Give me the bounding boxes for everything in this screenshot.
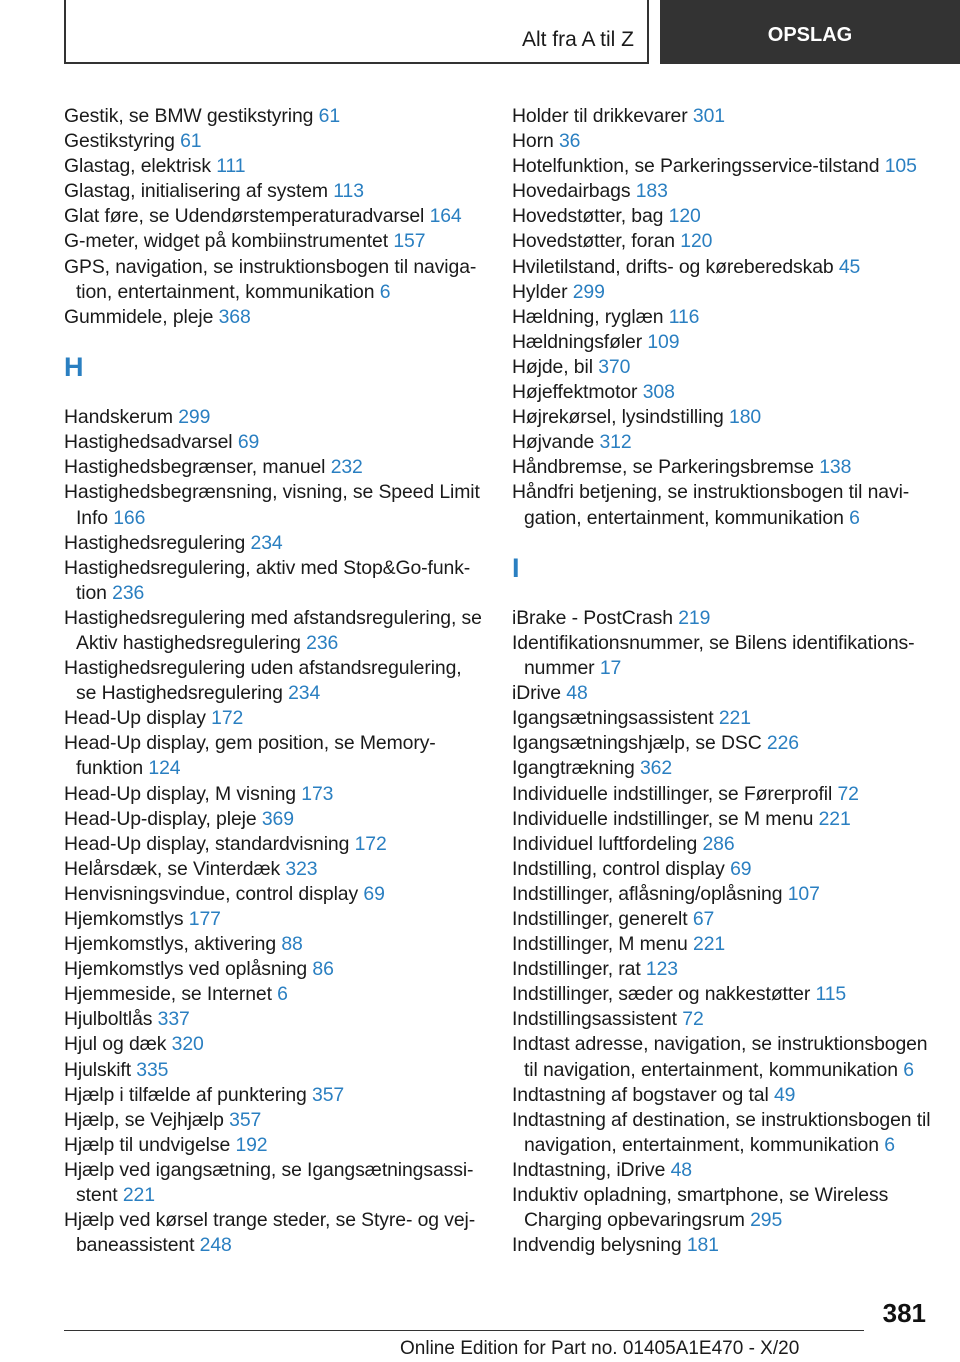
- index-entry: [512, 807, 932, 832]
- page-reference-link[interactable]: 221: [122, 1184, 155, 1207]
- index-entry: [64, 982, 484, 1007]
- index-entry: [64, 405, 484, 430]
- index-entry: [512, 355, 932, 380]
- page-reference-link[interactable]: 180: [729, 406, 762, 429]
- index-entry: [64, 1032, 484, 1057]
- footer-divider: [64, 1330, 864, 1331]
- index-entry-text: Individuelle indstillinger, se M menu: [512, 807, 814, 830]
- page-reference-link[interactable]: 86: [312, 958, 334, 981]
- page-reference-link[interactable]: 120: [680, 230, 713, 253]
- page-reference-link[interactable]: 69: [363, 882, 385, 905]
- page-reference-link[interactable]: 88: [281, 933, 303, 956]
- page-reference-link[interactable]: 115: [815, 983, 847, 1006]
- index-entry: [512, 229, 932, 254]
- page-reference-link[interactable]: 248: [199, 1234, 232, 1257]
- index-entry-text: Igangsætningsassistent: [512, 707, 714, 730]
- index-letter-heading: I: [512, 552, 520, 583]
- index-entry: [64, 255, 484, 305]
- index-entry: [512, 405, 932, 430]
- index-entry-text: Hovedstøtter, bag: [512, 205, 664, 228]
- page-reference-link[interactable]: 337: [157, 1008, 190, 1031]
- index-entry-text: Gestik, se BMW gestikstyring: [64, 105, 314, 127]
- index-entry: [64, 531, 484, 556]
- index-entry: [64, 882, 484, 907]
- index-entry-text: Gestikstyring: [64, 130, 175, 153]
- index-entry-text: Hjul og dæk: [64, 1033, 167, 1056]
- page-reference-link[interactable]: 301: [692, 105, 725, 127]
- index-column-right: [512, 104, 932, 1258]
- index-entry-text: Henvisningsvindue, control display: [64, 882, 359, 905]
- index-entry: [64, 807, 484, 832]
- page-reference-link[interactable]: 221: [693, 933, 726, 956]
- page-reference-link[interactable]: 36: [558, 130, 581, 153]
- index-entry-text: Igangtrækning: [512, 757, 635, 780]
- page-reference-link[interactable]: 357: [312, 1083, 345, 1106]
- page-reference-link[interactable]: 69: [730, 857, 752, 880]
- index-entry: [64, 656, 484, 706]
- section-title: Alt fra A til Z: [521, 28, 634, 51]
- index-entry: [512, 932, 932, 957]
- page-reference-link[interactable]: 164: [429, 205, 462, 228]
- index-entry-text: Igangsætningshjælp, se DSC: [512, 732, 762, 755]
- index-entry-text: Håndbremse, se Parkeringsbremse: [512, 456, 814, 479]
- index-entry: [64, 907, 484, 932]
- index-entry: [512, 280, 932, 305]
- index-entry-text: Hastighedsregulering uden afstandsregulering, se Hastighedsregulering: [64, 657, 462, 705]
- page-reference-link[interactable]: 6: [849, 506, 860, 529]
- index-entry: [512, 179, 932, 204]
- page-reference-link[interactable]: 6: [277, 983, 288, 1006]
- index-entry-text: Hastighedsadvarsel: [64, 431, 233, 454]
- index-entry-text: iBrake - PostCrash: [512, 606, 673, 629]
- index-entry-text: Head-Up display, gem position, se Memory-funktion: [64, 732, 436, 780]
- index-entry: [512, 1083, 932, 1108]
- page-reference-link[interactable]: 236: [112, 581, 145, 604]
- index-entry: [512, 606, 932, 631]
- index-entry: [512, 455, 932, 480]
- page-reference-link[interactable]: 286: [702, 832, 735, 855]
- page-reference-link[interactable]: 183: [635, 180, 668, 203]
- index-entry: [64, 1007, 484, 1032]
- index-entry-text: iDrive: [512, 682, 561, 705]
- index-entry: [512, 957, 932, 982]
- index-entry-text: Head-Up display: [64, 707, 206, 730]
- index-entry-text: Glastag, initialisering af system: [64, 180, 328, 203]
- index-entry-text: Horn: [512, 130, 554, 153]
- page-reference-link[interactable]: 49: [774, 1083, 796, 1106]
- page-reference-link[interactable]: 157: [393, 230, 426, 253]
- page-reference-link[interactable]: 48: [566, 682, 588, 705]
- index-entry: [64, 430, 484, 455]
- page-reference-link[interactable]: 308: [642, 381, 675, 404]
- page-reference-link[interactable]: 67: [692, 908, 715, 931]
- index-entry: [512, 1007, 932, 1032]
- page-reference-link[interactable]: 61: [180, 130, 202, 153]
- index-entry-text: Hviletilstand, drifts- og køreberedskab: [512, 255, 834, 278]
- index-entry: [64, 104, 484, 129]
- index-entry: [64, 706, 484, 731]
- index-entry-text: Indstillinger, sæder og nakkestøtter: [512, 983, 811, 1006]
- index-entry-text: Indtastning af bogstaver og tal: [512, 1083, 769, 1106]
- index-entry-text: Glat føre, se Udendørstemperaturadvarsel: [64, 205, 425, 228]
- index-entry: [64, 556, 484, 606]
- page-reference-link[interactable]: 357: [229, 1108, 262, 1131]
- index-entry-text: Hjælp til undvigelse: [64, 1133, 231, 1156]
- index-entry: [512, 631, 932, 681]
- index-entry: [64, 1208, 484, 1258]
- index-entry-text: Hjemkomstlys: [64, 908, 184, 931]
- index-entry-text: Hjælp i tilfælde af punktering: [64, 1083, 307, 1106]
- page-reference-link[interactable]: 299: [178, 406, 211, 429]
- index-entry-text: Indtast adresse, navigation, se instruktionsbogen til navigation, entertainment, kommunikation: [512, 1033, 928, 1081]
- index-entry-text: Hastighedsregulering, aktiv med Stop&Go-funk‐tion: [64, 556, 471, 604]
- index-entry: [512, 782, 932, 807]
- page-reference-link[interactable]: 109: [647, 330, 680, 353]
- index-entry-text: Indstillinger, generelt: [512, 908, 688, 931]
- index-entry: [64, 480, 484, 530]
- index-entry-text: G-meter, widget på kombiinstrumentet: [64, 230, 389, 253]
- page-reference-link[interactable]: 335: [136, 1058, 169, 1081]
- index-entry: [512, 430, 932, 455]
- index-entry: [512, 681, 932, 706]
- index-entry-text: Individuel luftfordeling: [512, 832, 698, 855]
- index-entry-text: Hylder: [512, 280, 568, 303]
- page-reference-link[interactable]: 105: [884, 155, 917, 178]
- page-reference-link[interactable]: 6: [903, 1058, 914, 1081]
- index-entry-text: Hovedairbags: [512, 180, 631, 203]
- page-reference-link[interactable]: 320: [171, 1033, 204, 1056]
- index-entry: [512, 982, 932, 1007]
- index-entry: [64, 1108, 484, 1133]
- page-reference-link[interactable]: 172: [211, 707, 244, 730]
- index-entry-text: Hjemkomstlys ved oplåsning: [64, 958, 308, 981]
- index-entry-text: Indstillinger, rat: [512, 958, 641, 981]
- section-tab[interactable]: OPSLAG: [660, 0, 960, 64]
- index-entry: [64, 1083, 484, 1108]
- index-entry-text: Håndfri betjening, se instruktionsbogen til navi‐gation, entertainment, kommunikation: [512, 481, 910, 529]
- index-letter-heading: H: [64, 351, 84, 382]
- index-entry-text: Induktiv opladning, smartphone, se Wireless Charging opbevaringsrum: [512, 1184, 889, 1232]
- page-reference-link[interactable]: 172: [354, 832, 387, 855]
- index-entry: [64, 154, 484, 179]
- page-reference-link[interactable]: 236: [306, 631, 339, 654]
- index-entry-text: Head-Up display, M visning: [64, 782, 296, 805]
- index-entry: [512, 882, 932, 907]
- page-reference-link[interactable]: 368: [218, 305, 251, 328]
- index-entry-text: Hjælp ved igangsætning, se Igangsætningsassi‐stent: [64, 1158, 474, 1207]
- index-entry: [64, 857, 484, 882]
- index-entry: [64, 731, 484, 781]
- index-entry: [512, 706, 932, 731]
- page-reference-link[interactable]: 124: [148, 757, 181, 780]
- page-reference-link[interactable]: 219: [678, 606, 711, 629]
- index-column-left: [64, 104, 484, 1258]
- index-entry-text: Hjemkomstlys, aktivering: [64, 933, 277, 956]
- page-reference-link[interactable]: 138: [819, 456, 852, 479]
- page-reference-link[interactable]: 221: [818, 807, 851, 830]
- index-entry-text: Hjulboltlås: [64, 1008, 153, 1031]
- page-reference-link[interactable]: 69: [237, 431, 260, 454]
- index-entry: [512, 1032, 932, 1082]
- index-entry-text: Indvendig belysning: [512, 1234, 682, 1257]
- page-reference-link[interactable]: 234: [250, 531, 283, 554]
- index-entry: [64, 455, 484, 480]
- index-entry: [512, 832, 932, 857]
- page-reference-link[interactable]: 113: [333, 180, 364, 203]
- index-entry: [512, 1233, 932, 1258]
- index-entry: [512, 1158, 932, 1183]
- index-entry-text: Højeffektmotor: [512, 381, 638, 404]
- page-reference-link[interactable]: 173: [301, 782, 334, 805]
- index-entry: [512, 731, 932, 756]
- page-reference-link[interactable]: 362: [639, 757, 673, 780]
- index-entry-text: Indtastning, iDrive: [512, 1158, 666, 1181]
- index-entry-text: Højvande: [512, 431, 595, 454]
- index-entry: [512, 380, 932, 405]
- index-entry-text: Head-Up display, standardvisning: [64, 832, 350, 855]
- page-reference-link[interactable]: 6: [379, 280, 391, 303]
- index-entry: [64, 932, 484, 957]
- page-reference-link[interactable]: 323: [285, 857, 318, 880]
- index-entry-text: Hastighedsregulering: [64, 531, 246, 554]
- index-entry: [512, 480, 932, 530]
- index-entry-text: Identifikationsnummer, se Bilens identifikations‐nummer: [512, 631, 915, 680]
- index-entry-text: Hastighedsregulering med afstandsregulering, se Aktiv hastighedsregulering: [64, 606, 482, 654]
- index-entry-text: Helårsdæk, se Vinterdæk: [64, 857, 281, 880]
- index-entry-text: Gummidele, pleje: [64, 305, 214, 328]
- index-entry: [64, 129, 484, 154]
- page-reference-link[interactable]: 177: [188, 908, 221, 931]
- page-reference-link[interactable]: 192: [235, 1133, 268, 1156]
- index-entry: [512, 104, 932, 129]
- index-entry-text: GPS, navigation, se instruktionsbogen til naviga‐tion, entertainment, kommunikation: [64, 255, 477, 303]
- index-entry: [512, 255, 932, 280]
- page-reference-link[interactable]: 120: [668, 205, 701, 228]
- page-reference-link[interactable]: 45: [838, 255, 861, 278]
- index-entry-text: Hjælp ved kørsel trange steder, se Styre- og vej‐baneassistent: [64, 1209, 476, 1257]
- index-entry: [64, 204, 484, 229]
- index-entry: [512, 756, 932, 781]
- index-entry: [512, 1183, 932, 1233]
- index-entry: [64, 832, 484, 857]
- index-entry: [64, 1058, 484, 1083]
- page-reference-link[interactable]: 295: [750, 1209, 783, 1232]
- index-entry: [64, 957, 484, 982]
- index-entry: [512, 907, 932, 932]
- page-reference-link[interactable]: 299: [572, 280, 605, 303]
- index-entry: [512, 154, 932, 179]
- page-reference-link[interactable]: 312: [599, 431, 632, 454]
- index-entry-text: Holder til drikkevarer: [512, 105, 688, 127]
- index-entry-text: Højrekørsel, lysindstilling: [512, 406, 724, 429]
- footer-edition: Online Edition for Part no. 01405A1E470 - X/20: [400, 1338, 800, 1359]
- page-reference-link[interactable]: 116: [668, 305, 700, 328]
- page-reference-link[interactable]: 111: [216, 155, 246, 178]
- index-entry-text: Individuelle indstillinger, se Førerprofil: [512, 782, 833, 805]
- index-entry: [64, 229, 484, 254]
- page-reference-link[interactable]: 234: [288, 682, 321, 705]
- index-entry-text: Indtastning af destination, se instruktionsbogen til navigation, entertainment, kommunikation: [512, 1108, 931, 1156]
- page-number: 381: [882, 1298, 926, 1328]
- index-entry-text: Højde, bil: [512, 355, 593, 378]
- page-reference-link[interactable]: 72: [837, 782, 859, 805]
- index-entry-text: Hastighedsbegrænser, manuel: [64, 456, 326, 479]
- index-entry-text: Indstillingsassistent: [512, 1008, 677, 1031]
- index-entry-text: Hjulskift: [64, 1058, 131, 1081]
- page-reference-link[interactable]: 369: [261, 807, 294, 830]
- page-reference-link[interactable]: 370: [598, 355, 631, 378]
- index-entry: [64, 179, 484, 204]
- page-reference-link[interactable]: 221: [718, 707, 751, 730]
- index-entry: [64, 1158, 484, 1208]
- index-entry: [512, 857, 932, 882]
- page-reference-link[interactable]: 232: [330, 456, 363, 479]
- index-entry-text: Hældning, ryglæn: [512, 305, 664, 328]
- index-entry: [512, 129, 932, 154]
- index-entry-text: Hastighedsbegrænsning, visning, se Speed Limit Info: [64, 481, 480, 529]
- index-entry: [512, 204, 932, 229]
- index-entry: [64, 782, 484, 807]
- page-reference-link[interactable]: 72: [682, 1008, 704, 1031]
- index-entry-text: Head-Up-display, pleje: [64, 807, 257, 830]
- index-entry-text: Hotelfunktion, se Parkeringsservice-tilstand: [512, 155, 880, 178]
- page-reference-link[interactable]: 181: [686, 1234, 719, 1257]
- index-entry-text: Handskerum: [64, 406, 173, 429]
- index-entry: [64, 1133, 484, 1158]
- page-reference-link[interactable]: 123: [645, 958, 678, 981]
- page-reference-link[interactable]: 6: [884, 1133, 895, 1156]
- page-reference-link[interactable]: 48: [670, 1158, 692, 1181]
- index-entry-text: Hjemmeside, se Internet: [64, 983, 272, 1006]
- index-entry: [512, 1108, 932, 1158]
- index-entry-text: Hovedstøtter, foran: [512, 230, 675, 253]
- page-reference-link[interactable]: 17: [599, 657, 622, 680]
- page-reference-link[interactable]: 226: [766, 732, 799, 755]
- index-entry-text: Glastag, elektrisk: [64, 155, 211, 178]
- index-entry: [512, 330, 932, 355]
- index-entry-text: Hældningsføler: [512, 330, 643, 353]
- index-entry: [512, 305, 932, 330]
- index-entry-text: Indstillinger, M menu: [512, 933, 688, 956]
- page-reference-link[interactable]: 61: [318, 105, 341, 127]
- page-reference-link[interactable]: 107: [787, 882, 820, 905]
- index-entry-text: Indstillinger, aflåsning/oplåsning: [512, 882, 783, 905]
- index-entry-text: Hjælp, se Vejhjælp: [64, 1108, 224, 1131]
- index-entry: [64, 305, 484, 330]
- page-reference-link[interactable]: 166: [113, 506, 146, 529]
- index-entry: [64, 606, 484, 656]
- index-entry-text: Indstilling, control display: [512, 857, 725, 880]
